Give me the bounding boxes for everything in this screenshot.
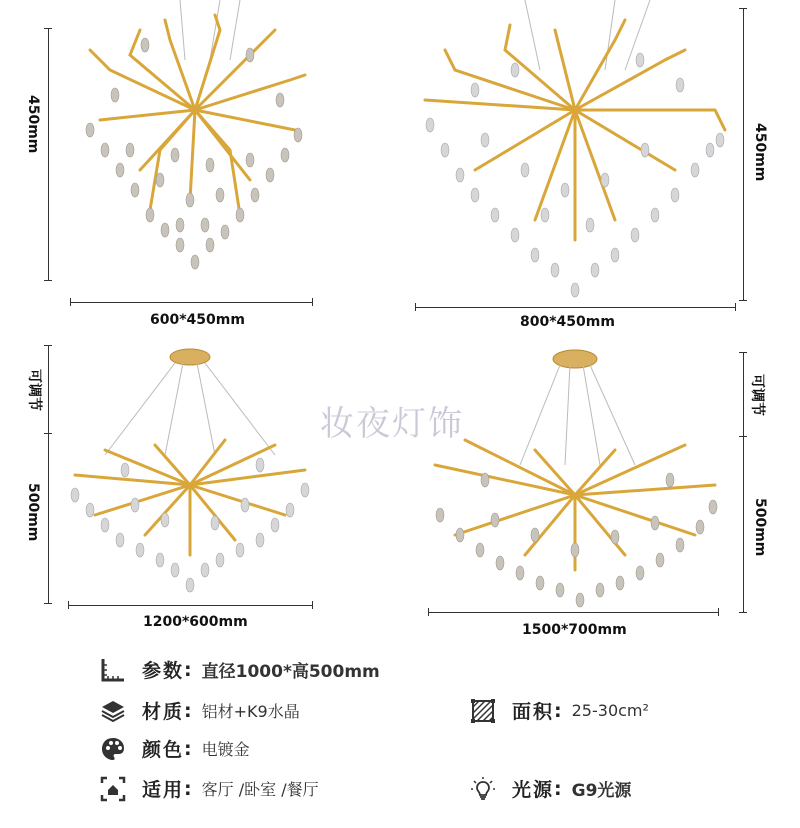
area-icon (470, 698, 496, 724)
spec-value: 直径1000*高500mm (201, 662, 380, 682)
layers-icon (100, 698, 126, 724)
spec-value: 客厅 /卧室 /餐厅 (201, 780, 319, 799)
ruler-icon (100, 657, 126, 683)
watermark: 妆夜灯饰 (320, 404, 464, 444)
height-label: 450mm (752, 123, 768, 182)
dimension-tick (739, 8, 747, 9)
spec-key: 颜色 (142, 739, 185, 761)
chandelier-image (415, 0, 735, 300)
spec-value: 铝材+K9水晶 (201, 702, 300, 721)
dimension-tick (735, 303, 736, 311)
spec-light: 光源 : G9光源 (470, 775, 631, 802)
dimension-tick (739, 300, 747, 301)
chandelier-image (425, 345, 720, 610)
adjust-dimension-line (743, 352, 744, 436)
height-dimension-line (48, 28, 49, 280)
adjust-dimension-line (48, 345, 49, 433)
chandelier-image (65, 345, 315, 595)
chandelier-image (70, 0, 320, 280)
size-label: 1500*700mm (522, 622, 627, 638)
spec-key: 参数 (142, 660, 185, 682)
dimension-tick (739, 352, 747, 353)
spec-value: 25-30cm² (571, 701, 649, 720)
spec-key: 材质 (142, 701, 185, 723)
dimension-tick (312, 601, 313, 609)
size-label: 600*450mm (150, 312, 245, 328)
spec-key: 光源 (512, 779, 555, 801)
dimension-tick (68, 601, 69, 609)
height-dimension-line (48, 433, 49, 603)
palette-icon (100, 736, 126, 762)
adjustable-label: 可调节 (749, 374, 765, 416)
spec-value: 电镀金 (201, 740, 250, 759)
height-dimension-line (743, 436, 744, 612)
height-label: 500mm (25, 483, 41, 542)
dimension-tick (428, 608, 429, 616)
dimension-tick (44, 345, 52, 346)
room-icon (100, 776, 126, 802)
dimension-tick (739, 612, 747, 613)
width-dimension-line (70, 302, 312, 303)
bulb-icon (470, 776, 496, 802)
dimension-tick (70, 298, 71, 306)
spec-value: G9光源 (571, 781, 632, 801)
spec-area: 面积 : 25-30cm² (470, 697, 649, 724)
width-dimension-line (428, 612, 718, 613)
spec-material: 材质 : 铝材+K9水晶 (100, 697, 300, 724)
dimension-tick (44, 603, 52, 604)
spec-key: 适用 (142, 779, 185, 801)
dimension-tick (44, 280, 52, 281)
height-label: 450mm (25, 95, 41, 154)
spec-color: 颜色 : 电镀金 (100, 735, 250, 762)
spec-key: 面积 (512, 701, 555, 723)
size-label: 800*450mm (520, 314, 615, 330)
dimension-tick (415, 303, 416, 311)
width-dimension-line (68, 605, 312, 606)
dimension-tick (718, 608, 719, 616)
width-dimension-line (415, 307, 735, 308)
adjustable-label: 可调节 (26, 369, 42, 411)
size-label: 1200*600mm (143, 614, 248, 630)
height-label: 500mm (752, 498, 768, 557)
dimension-tick (312, 298, 313, 306)
spec-usage: 适用 : 客厅 /卧室 /餐厅 (100, 775, 319, 802)
height-dimension-line (743, 8, 744, 300)
spec-params: 参数 : 直径1000*高500mm (100, 656, 380, 683)
dimension-tick (44, 28, 52, 29)
